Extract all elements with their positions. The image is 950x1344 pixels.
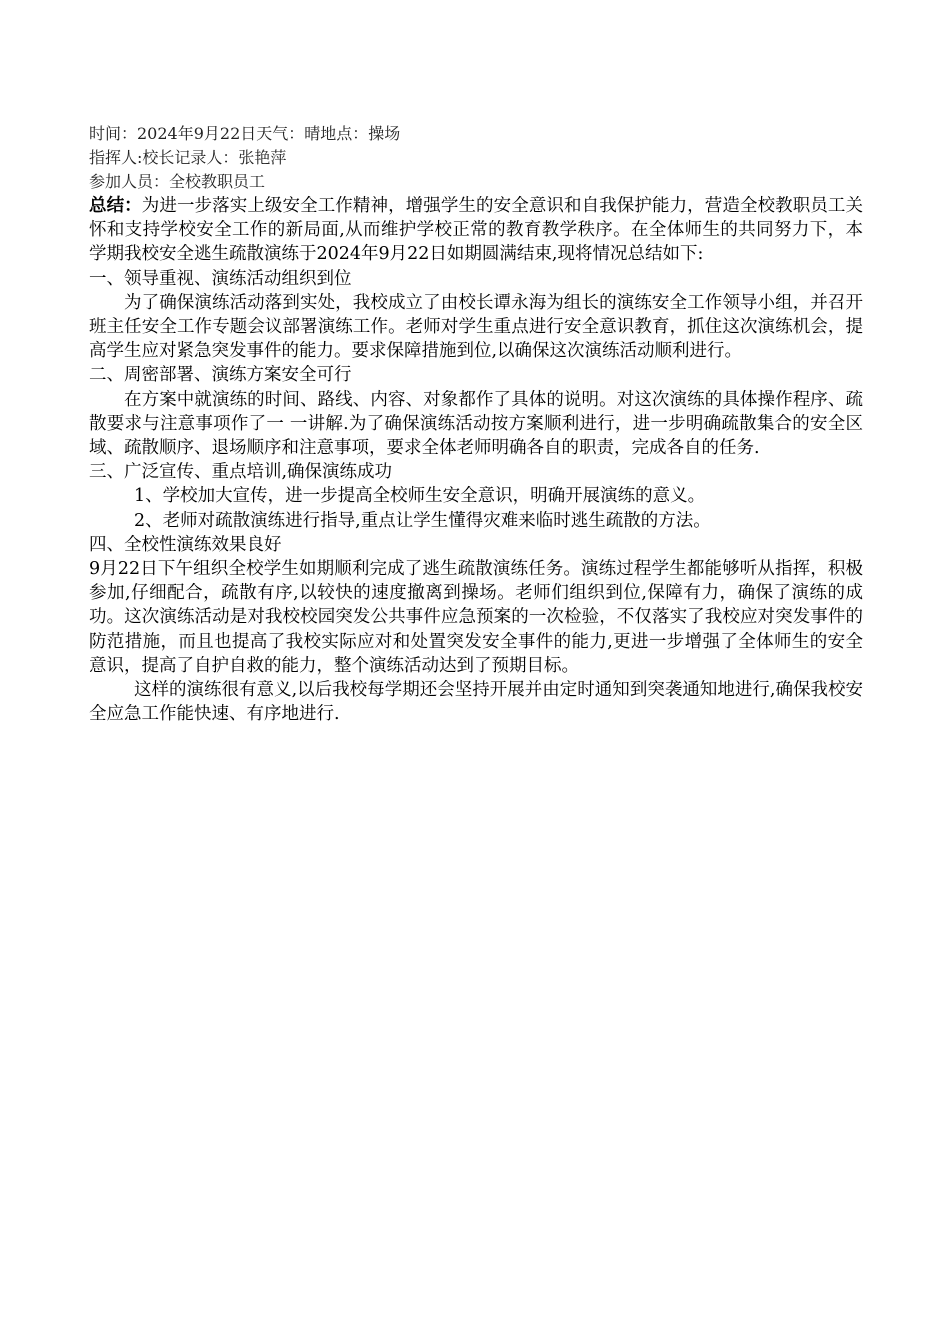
document-page <box>89 122 863 726</box>
meta-commander-recorder: 指挥人:校长记录人：张艳萍 <box>89 148 287 167</box>
section-item-1: 1、学校加大宣传，进一步提高全校师生安全意识，明确开展演练的意义。 <box>134 486 706 507</box>
section-heading-3: 三、广泛宣传、重点培训,确保演练成功 <box>89 462 393 483</box>
section-heading-4: 四、全校性演练效果良好 <box>89 534 282 555</box>
section-heading-1: 一、领导重视、演练活动组织到位 <box>89 268 352 289</box>
section-paragraph-2: 在方案中就演练的时间、路线、内容、对象都作了具体的说明。对这次演练的具体操作程序、疏散要求与注意事项作了一 一讲解.为了确保演练活动按方案顺利进行，进一步明确疏散集合的安全区域、疏散顺序、退场顺序和注意事项，要求全体老师明确各自的职责，完成各自的任务. <box>89 389 863 459</box>
summary-paragraph <box>89 194 863 267</box>
meta-participants: 参加人员：全校教职员工 <box>89 172 266 191</box>
section-heading-2: 二、周密部署、演练方案安全可行 <box>89 365 352 386</box>
meta-time-weather-location: 时间：2024年9月22日天气：晴地点：操场 <box>89 124 401 143</box>
closing-paragraph: 这样的演练很有意义,以后我校每学期还会坚持开展并由定时通知到突袭通知地进行,确保我校安全应急工作能快速、有序地进行. <box>89 680 863 725</box>
section-paragraph-1: 为了确保演练活动落到实处，我校成立了由校长谭永海为组长的演练安全工作领导小组，并召开班主任安全工作专题会议部署演练工作。老师对学生重点进行安全意识教育，抓住这次演练机会，提高学生应对紧急突发事件的能力。要求保障措施到位,以确保这次演练活动顺利进行。 <box>89 292 863 362</box>
section-item-2: 2、老师对疏散演练进行指导,重点让学生懂得灾难来临时逃生疏散的方法。 <box>134 510 711 531</box>
summary-label: 总结： <box>89 196 142 216</box>
summary-text: 为进一步落实上级安全工作精神，增强学生的安全意识和自我保护能力，营造全校教职员工关怀和支持学校安全工作的新局面,从而维护学校正常的教育教学秩序。在全体师生的共同努力下，本学期我校安全逃生疏散演练于2024年9月22日如期圆满结束,现将情况总结如下: <box>89 196 863 265</box>
section-paragraph-4: 9月22日下午组织全校学生如期顺利完成了逃生疏散演练任务。演练过程学生都能够听从指挥，积极参加,仔细配合，疏散有序,以较快的速度撤离到操场。老师们组织到位,保障有力，确保了演练的成功。这次演练活动是对我校校园突发公共事件应急预案的一次检验，不仅落实了我校应对突发事件的防范措施，而且也提高了我校实际应对和处置突发安全事件的能力,更进一步增强了全体师生的安全意识，提高了自护自救的能力，整个演练活动达到了预期目标。 <box>89 559 863 676</box>
